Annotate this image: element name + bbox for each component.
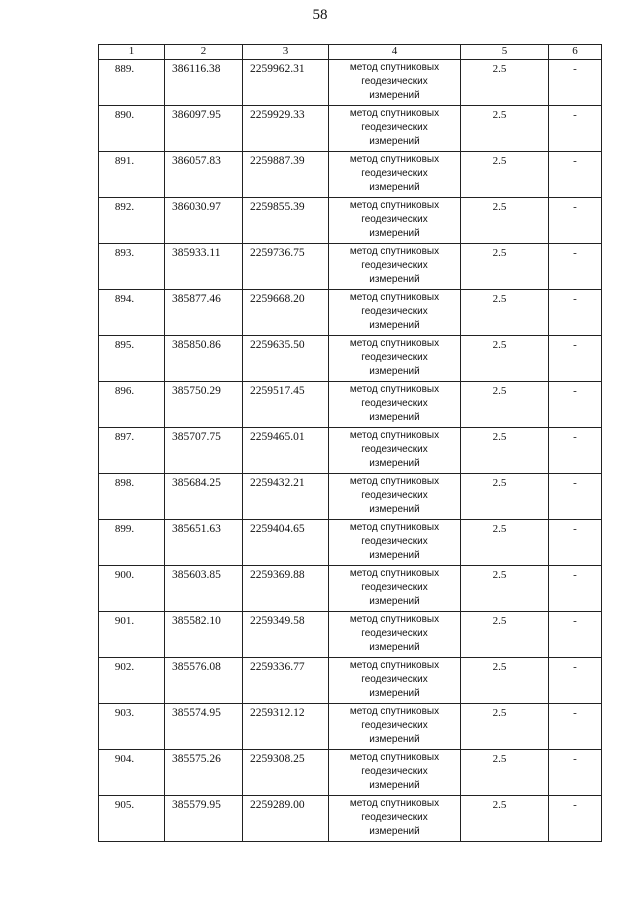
point-number: 892. (99, 198, 165, 244)
accuracy-value: 2.5 (461, 428, 549, 474)
method-line: геодезических (361, 720, 428, 731)
coordinate-y: 2259929.33 (243, 106, 329, 152)
accuracy-value: 2.5 (461, 106, 549, 152)
point-number: 900. (99, 566, 165, 612)
coordinate-x: 385579.95 (165, 796, 243, 842)
table-row (99, 382, 602, 428)
point-number: 894. (99, 290, 165, 336)
method-line: геодезических (361, 628, 428, 639)
method-line: геодезических (361, 812, 428, 823)
method-line: измерений (369, 182, 420, 193)
method-line: метод спутниковых (349, 200, 440, 211)
method-line: измерений (369, 688, 420, 699)
method-cell (329, 382, 461, 428)
method-line: измерений (369, 550, 420, 561)
column-header-1: 1 (99, 45, 165, 60)
column-6-value: - (549, 428, 602, 474)
coordinate-x: 386097.95 (165, 106, 243, 152)
method-line: измерений (369, 596, 420, 607)
column-6-value: - (549, 750, 602, 796)
point-number: 903. (99, 704, 165, 750)
coordinate-y: 2259349.58 (243, 612, 329, 658)
method-line: геодезических (361, 214, 428, 225)
method-line: геодезических (361, 444, 428, 455)
method-line: измерений (369, 734, 420, 745)
table-header-row (99, 45, 602, 60)
accuracy-value: 2.5 (461, 796, 549, 842)
table-row (99, 750, 602, 796)
column-header-6: 6 (549, 45, 602, 60)
method-line: измерений (369, 458, 420, 469)
point-number: 905. (99, 796, 165, 842)
column-6-value: - (549, 474, 602, 520)
coordinate-y: 2259736.75 (243, 244, 329, 290)
column-6-value: - (549, 336, 602, 382)
coordinate-y: 2259855.39 (243, 198, 329, 244)
method-line: геодезических (361, 122, 428, 133)
table-row (99, 290, 602, 336)
column-6-value: - (549, 658, 602, 704)
column-6-value: - (549, 520, 602, 566)
accuracy-value: 2.5 (461, 336, 549, 382)
table-row (99, 520, 602, 566)
method-line: метод спутниковых (349, 62, 440, 73)
page-number: 58 (312, 7, 328, 23)
method-line: метод спутниковых (349, 476, 440, 487)
column-6-value: - (549, 382, 602, 428)
column-6-value: - (549, 244, 602, 290)
coordinate-x: 385850.86 (165, 336, 243, 382)
coordinate-y: 2259635.50 (243, 336, 329, 382)
accuracy-value: 2.5 (461, 60, 549, 106)
method-line: метод спутниковых (349, 752, 440, 763)
table-row (99, 428, 602, 474)
accuracy-value: 2.5 (461, 290, 549, 336)
coordinate-x: 385684.25 (165, 474, 243, 520)
table-row (99, 612, 602, 658)
point-number: 902. (99, 658, 165, 704)
method-cell (329, 60, 461, 106)
column-6-value: - (549, 290, 602, 336)
table-row (99, 152, 602, 198)
method-cell (329, 750, 461, 796)
method-line: измерений (369, 274, 420, 285)
point-number: 898. (99, 474, 165, 520)
column-6-value: - (549, 796, 602, 842)
column-6-value: - (549, 612, 602, 658)
table-row (99, 796, 602, 842)
method-line: измерений (369, 504, 420, 515)
accuracy-value: 2.5 (461, 612, 549, 658)
table-row (99, 474, 602, 520)
method-cell (329, 290, 461, 336)
method-line: метод спутниковых (349, 798, 440, 809)
method-cell (329, 198, 461, 244)
method-cell (329, 336, 461, 382)
method-cell (329, 520, 461, 566)
column-6-value: - (549, 60, 602, 106)
coordinate-x: 385707.75 (165, 428, 243, 474)
point-number: 896. (99, 382, 165, 428)
method-line: метод спутниковых (349, 108, 440, 119)
column-header-5: 5 (461, 45, 549, 60)
accuracy-value: 2.5 (461, 566, 549, 612)
coordinate-y: 2259336.77 (243, 658, 329, 704)
accuracy-value: 2.5 (461, 520, 549, 566)
column-6-value: - (549, 152, 602, 198)
coordinate-x: 386116.38 (165, 60, 243, 106)
accuracy-value: 2.5 (461, 382, 549, 428)
column-header-3: 3 (243, 45, 329, 60)
coordinate-y: 2259887.39 (243, 152, 329, 198)
accuracy-value: 2.5 (461, 152, 549, 198)
method-cell (329, 106, 461, 152)
coordinate-x: 386057.83 (165, 152, 243, 198)
coordinate-x: 385576.08 (165, 658, 243, 704)
method-line: геодезических (361, 168, 428, 179)
method-cell (329, 244, 461, 290)
accuracy-value: 2.5 (461, 704, 549, 750)
method-line: измерений (369, 412, 420, 423)
column-6-value: - (549, 704, 602, 750)
method-line: геодезических (361, 306, 428, 317)
coordinate-y: 2259369.88 (243, 566, 329, 612)
method-line: геодезических (361, 260, 428, 271)
coordinate-y: 2259308.25 (243, 750, 329, 796)
coordinate-y: 2259432.21 (243, 474, 329, 520)
coordinate-x: 385933.11 (165, 244, 243, 290)
method-cell (329, 474, 461, 520)
method-line: геодезических (361, 76, 428, 87)
coordinate-x: 386030.97 (165, 198, 243, 244)
coordinate-y: 2259517.45 (243, 382, 329, 428)
point-number: 891. (99, 152, 165, 198)
method-line: геодезических (361, 490, 428, 501)
method-line: метод спутниковых (349, 706, 440, 717)
method-line: геодезических (361, 536, 428, 547)
method-line: измерений (369, 228, 420, 239)
method-line: метод спутниковых (349, 384, 440, 395)
coordinate-y: 2259289.00 (243, 796, 329, 842)
method-line: геодезических (361, 674, 428, 685)
method-line: метод спутниковых (349, 292, 440, 303)
point-number: 895. (99, 336, 165, 382)
method-cell (329, 428, 461, 474)
table-row (99, 658, 602, 704)
column-header-2: 2 (165, 45, 243, 60)
column-6-value: - (549, 106, 602, 152)
coordinates-table (98, 44, 602, 842)
method-cell (329, 612, 461, 658)
accuracy-value: 2.5 (461, 750, 549, 796)
coordinate-x: 385651.63 (165, 520, 243, 566)
coordinate-x: 385574.95 (165, 704, 243, 750)
method-line: измерений (369, 366, 420, 377)
coordinate-x: 385575.26 (165, 750, 243, 796)
coordinate-y: 2259312.12 (243, 704, 329, 750)
coordinate-x: 385582.10 (165, 612, 243, 658)
method-line: метод спутниковых (349, 568, 440, 579)
method-line: измерений (369, 826, 420, 837)
point-number: 904. (99, 750, 165, 796)
point-number: 899. (99, 520, 165, 566)
table-row (99, 60, 602, 106)
method-line: геодезических (361, 766, 428, 777)
method-cell (329, 566, 461, 612)
coordinate-y: 2259465.01 (243, 428, 329, 474)
point-number: 890. (99, 106, 165, 152)
accuracy-value: 2.5 (461, 244, 549, 290)
column-6-value: - (549, 198, 602, 244)
method-line: метод спутниковых (349, 154, 440, 165)
point-number: 901. (99, 612, 165, 658)
method-line: измерений (369, 320, 420, 331)
coordinate-y: 2259404.65 (243, 520, 329, 566)
method-line: метод спутниковых (349, 338, 440, 349)
point-number: 893. (99, 244, 165, 290)
method-line: геодезических (361, 398, 428, 409)
coordinate-x: 385603.85 (165, 566, 243, 612)
method-cell (329, 658, 461, 704)
method-cell (329, 152, 461, 198)
method-line: измерений (369, 642, 420, 653)
method-line: измерений (369, 780, 420, 791)
accuracy-value: 2.5 (461, 198, 549, 244)
method-line: метод спутниковых (349, 522, 440, 533)
method-cell (329, 704, 461, 750)
coordinate-x: 385750.29 (165, 382, 243, 428)
table-row (99, 704, 602, 750)
accuracy-value: 2.5 (461, 658, 549, 704)
point-number: 889. (99, 60, 165, 106)
accuracy-value: 2.5 (461, 474, 549, 520)
method-line: метод спутниковых (349, 614, 440, 625)
table-row (99, 336, 602, 382)
method-line: измерений (369, 90, 420, 101)
table-row (99, 106, 602, 152)
point-number: 897. (99, 428, 165, 474)
method-line: метод спутниковых (349, 660, 440, 671)
method-line: измерений (369, 136, 420, 147)
method-line: геодезических (361, 352, 428, 363)
method-line: метод спутниковых (349, 246, 440, 257)
table-body (99, 60, 602, 842)
method-line: геодезических (361, 582, 428, 593)
table-row (99, 198, 602, 244)
coordinate-y: 2259668.20 (243, 290, 329, 336)
method-line: метод спутниковых (349, 430, 440, 441)
column-6-value: - (549, 566, 602, 612)
table-row (99, 244, 602, 290)
method-cell (329, 796, 461, 842)
column-header-4: 4 (329, 45, 461, 60)
coordinate-x: 385877.46 (165, 290, 243, 336)
coordinate-y: 2259962.31 (243, 60, 329, 106)
table-row (99, 566, 602, 612)
